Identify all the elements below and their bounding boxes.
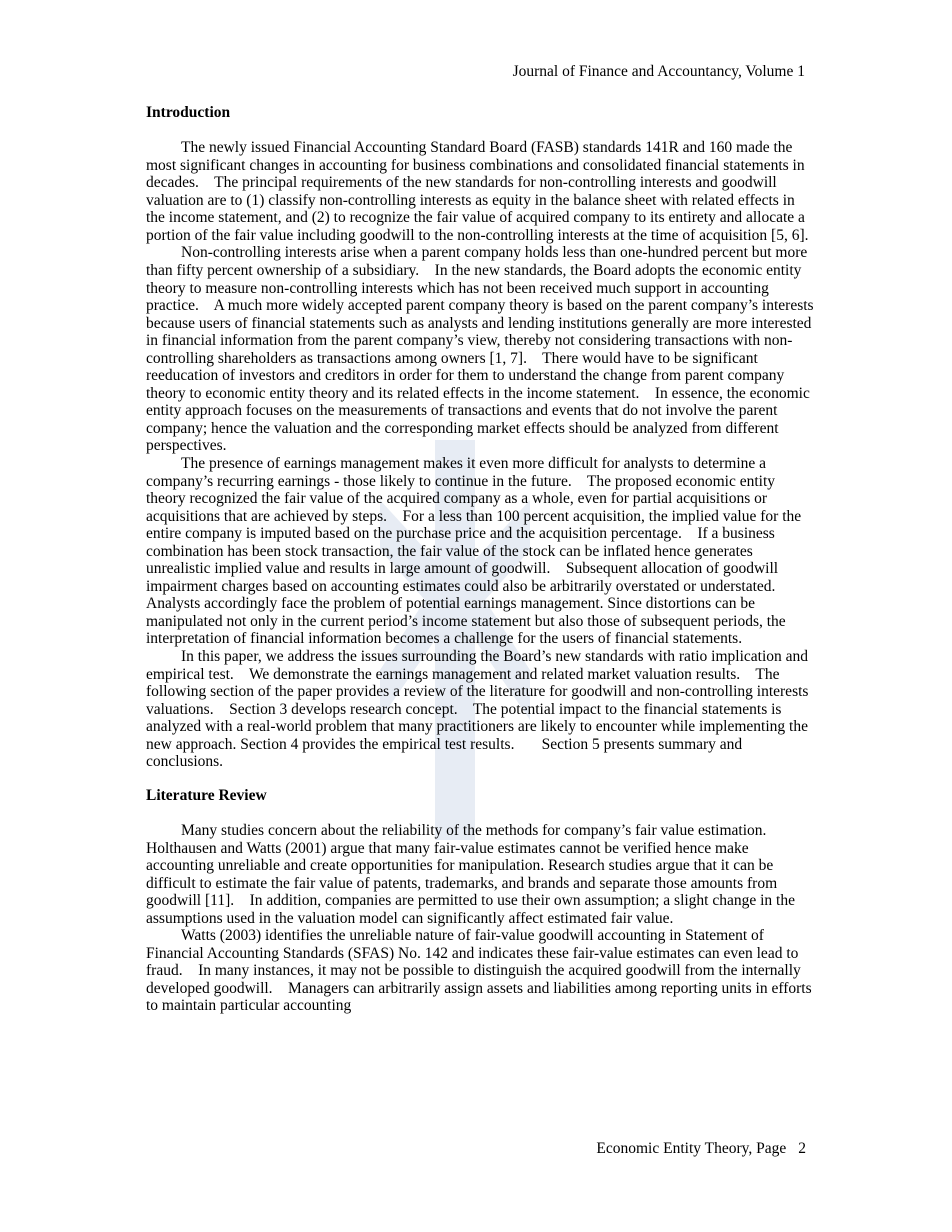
- paragraph: The presence of earnings management makes it even more difficult for analysts to determine a company’s recurring earnings - those likely to continue in the future. The proposed economic entity theory recognized the fair value of the acquired company as a whole, even for partial acquisitions or acquisitions that are achieved by steps. For a less than 100 percent acquisition, the implied value for the entire company is imputed based on the purchase price and the acquisition percentage. If a business combination has been stock transaction, the fair value of the stock can be inflated hence generates unrealistic implied value and results in large amount of goodwill. Subsequent allocation of goodwill impairment charges based on accounting estimates could also be arbitrarily overstated or understated. Analysts accordingly face the problem of potential earnings management. Since distortions can be manipulated not only in the current period’s income statement but also those of subsequent periods, the interpretation of financial information becomes a challenge for the users of financial statements.: [146, 454, 805, 648]
- running-header: Journal of Finance and Accountancy, Volume 1: [512, 63, 805, 80]
- running-footer: [596, 1140, 806, 1158]
- paragraph: Non-controlling interests arise when a parent company holds less than one-hundred percent but more than fifty percent ownership of a subsidiary. In the new standards, the Board adopts the economic entity theory to measure non-controlling interests which has not been received much support in accounting practice. A much more widely accepted parent company theory is based on the parent company’s interests because users of financial statements such as analysts and lending institutions generally are more interested in financial information from the parent company’s view, thereby not considering transactions with non-controlling shareholders as transactions among owners [1, 7]. There would have to be significant reeducation of investors and creditors in order for them to understand the change from parent company theory to economic entity theory and its related effects in the income statement. In essence, the economic entity approach focuses on the measurements of transactions and events that do not involve the parent company; hence the valuation and the corresponding market effects should be analyzed from different perspectives.: [146, 244, 818, 455]
- paragraph: Watts (2003) identifies the unreliable nature of fair-value goodwill accounting in Statement of Financial Accounting Standards (SFAS) No. 142 and indicates these fair-value estimates can even lead to fraud. In many instances, it may not be possible to distinguish the acquired goodwill from the internally developed goodwill. Managers can arbitrarily assign assets and liabilities among reporting units in efforts to maintain particular accounting: [146, 927, 816, 1015]
- paragraph: The newly issued Financial Accounting Standard Board (FASB) standards 141R and 160 made the most significant changes in accounting for business combinations and consolidated financial statements in decades. The principal requirements of the new standards for non-controlling interests and goodwill valuation are to (1) classify non-controlling interests as equity in the balance sheet with related effects in the income statement, and (2) to recognize the fair value of acquired company to its entirety and allocate a portion of the fair value including goodwill to the non-controlling interests at the time of acquisition [5, 6].: [146, 139, 809, 244]
- paragraph: In this paper, we address the issues surrounding the Board’s new standards with ratio implication and empirical test. We demonstrate the earnings management and related market valuation results. The following section of the paper provides a review of the literature for goodwill and non-controlling interests valuations. Section 3 develops research concept. The potential impact to the financial statements is analyzed with a real-world problem that many practitioners are likely to encounter while implementing the new approach. Section 4 provides the empirical test results. Section 5 presents summary and conclusions.: [146, 648, 813, 771]
- section-heading-literature-review: Literature Review: [146, 786, 267, 804]
- page-number: 2: [798, 1140, 806, 1157]
- section-divider-space: [146, 771, 814, 787]
- section-heading-introduction: Introduction: [146, 104, 231, 121]
- footer-title: Economic Entity Theory, Page: [596, 1140, 787, 1157]
- paragraph: Many studies concern about the reliability of the methods for company’s fair value estimation. Holthausen and Watts (2001) argue that many fair-value estimates cannot be verified hence make accounting unreliable and create opportunities for manipulation. Research studies argue that it can be difficult to estimate the fair value of patents, trademarks, and brands and separate those amounts from goodwill [11]. In addition, companies are permitted to use their own assumption; a slight change in the assumptions used in the valuation model can significantly affect estimated fair value.: [146, 821, 799, 927]
- page-body: [146, 104, 818, 1015]
